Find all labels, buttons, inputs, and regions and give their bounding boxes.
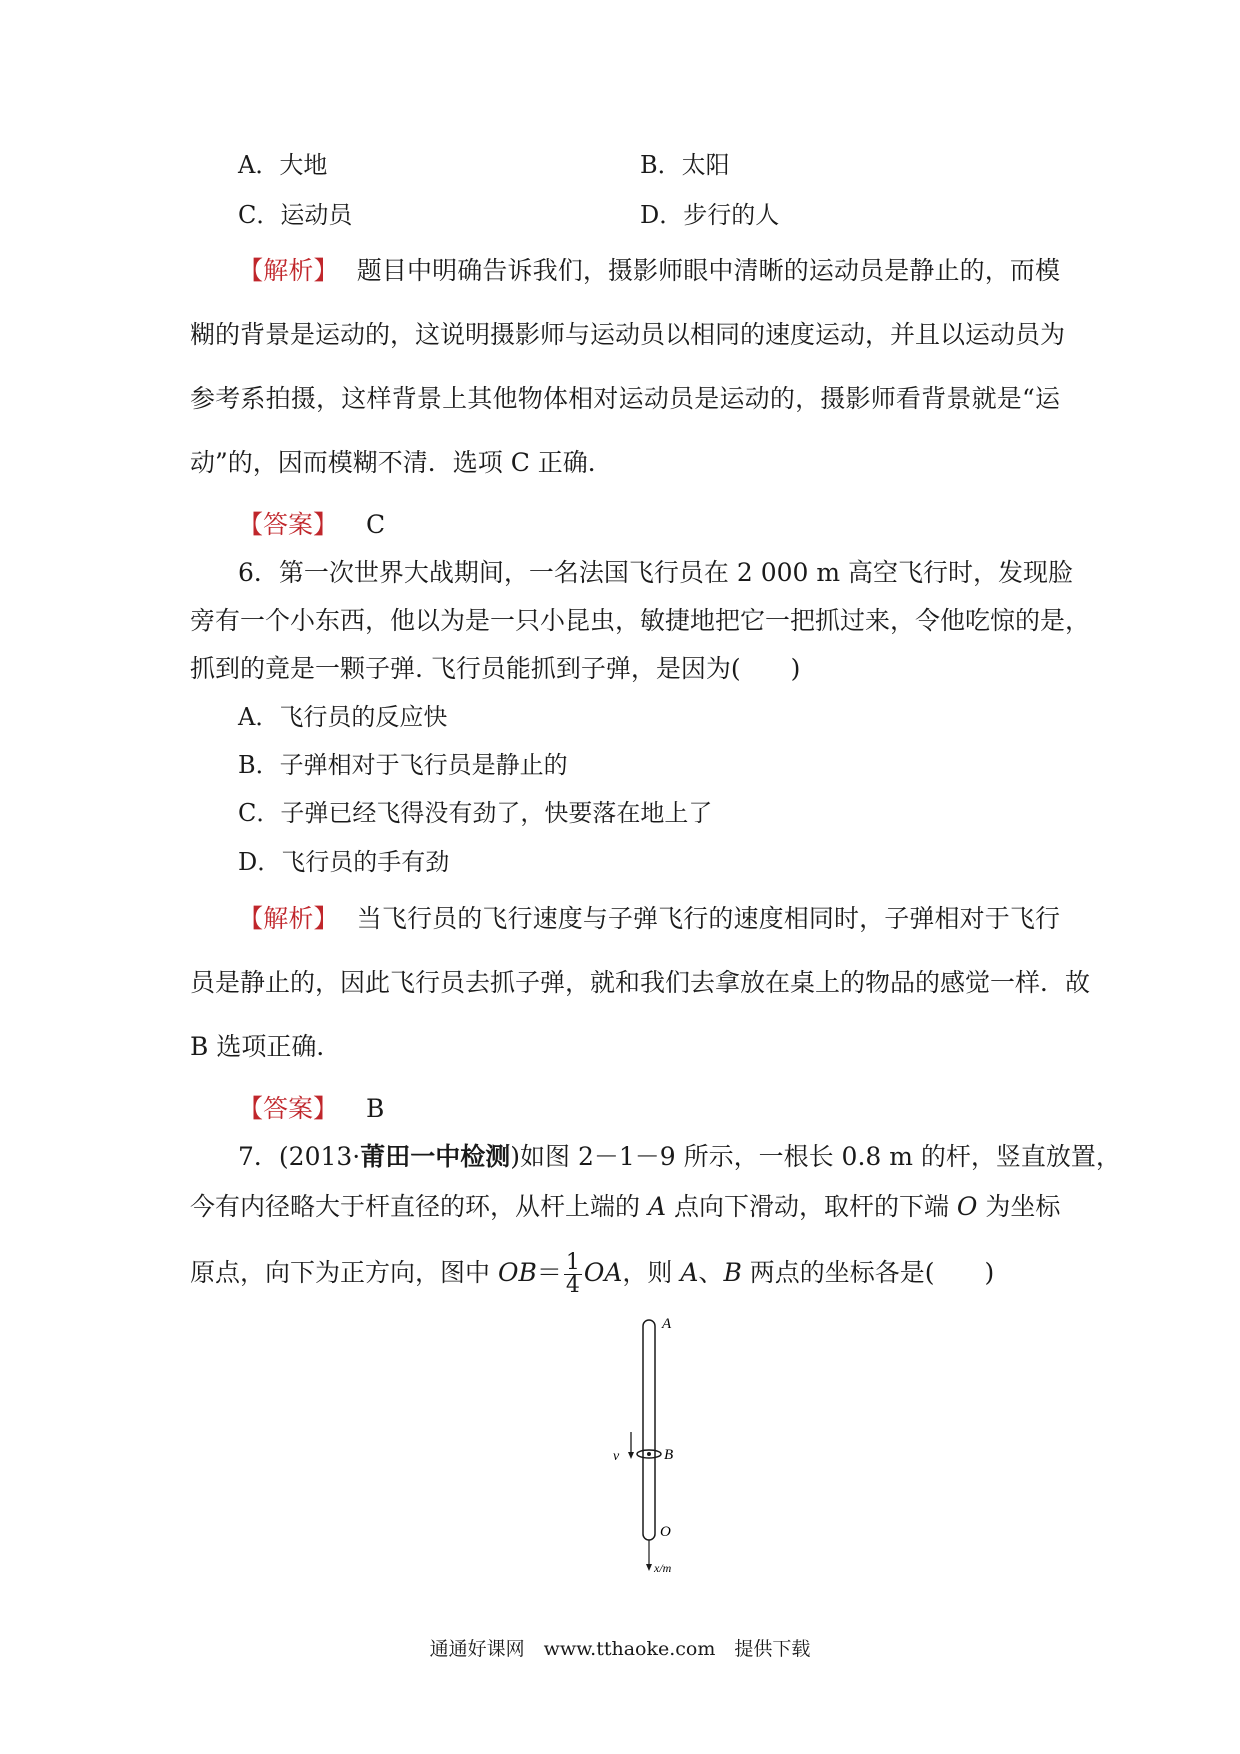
var-a: A: [680, 1258, 699, 1287]
label-v: v: [613, 1449, 620, 1464]
equals-sign: ＝: [536, 1258, 562, 1287]
answer-tag: 【答案】: [238, 1094, 339, 1123]
fraction-one-quarter: [564, 1252, 582, 1297]
page-footer: 通通好课网 www.tthaoke.com 提供下载: [429, 1638, 811, 1660]
var-ob: OB: [497, 1258, 537, 1287]
q5-option-c: C．运动员: [238, 201, 353, 229]
answer-value: C: [366, 510, 386, 539]
analysis-tag: 【解析】: [238, 256, 339, 285]
velocity-arrowhead: [628, 1452, 634, 1459]
q6-option-b: B．子弹相对于飞行员是静止的: [238, 751, 568, 779]
q7-text: 今有内径略大于杆直径的环，从杆上端的: [190, 1192, 648, 1221]
label-o: O: [660, 1524, 671, 1540]
x-axis-arrowhead: [646, 1564, 652, 1571]
q5-option-b: B．太阳: [640, 151, 730, 179]
analysis-text: 当飞行员的飞行速度与子弹飞行的速度相同时，子弹相对于飞行: [356, 904, 1060, 933]
point-b-dot: [647, 1452, 651, 1456]
q6-stem-line-2: 旁有一个小东西，他以为是一只小昆虫，敏捷地把它一把抓过来，令他吃惊的是，: [190, 606, 1091, 635]
numerator: 1: [565, 1250, 580, 1275]
var-oa: OA: [583, 1258, 623, 1287]
label-b: B: [664, 1447, 674, 1463]
q6-stem-line-3: 抓到的竟是一颗子弹. 飞行员能抓到子弹，是因为( ): [190, 654, 801, 683]
var-b: B: [723, 1258, 742, 1287]
q7-stem-line-3: [190, 1246, 1060, 1300]
separator: 、: [698, 1258, 724, 1287]
var-o: O: [956, 1192, 978, 1221]
analysis-text: 题目中明确告诉我们，摄影师眼中清晰的运动员是静止的，而模: [356, 256, 1060, 285]
q7-stem-line-1: [190, 1140, 1121, 1174]
answer-tag: 【答案】: [238, 510, 339, 539]
q6-stem-text: 6．第一次世界大战期间，一名法国飞行员在 2 000 m 高空飞行时，发现脸: [238, 558, 1074, 587]
q7-stem-line-2: [190, 1190, 1060, 1224]
rod: [643, 1320, 655, 1540]
q7-text: 原点，向下为正方向，图中: [190, 1258, 498, 1287]
q7-text: ，则: [622, 1258, 681, 1287]
q6-analysis-line-2: 员是静止的，因此飞行员去抓子弹，就和我们去拿放在桌上的物品的感觉一样．故: [190, 968, 1091, 997]
q7-stem-text: )如图 2－1－9 所示，一根长 0.8 m 的杆，竖直放置，: [510, 1142, 1121, 1171]
q6-option-d: D．飞行员的手有劲: [238, 848, 450, 876]
label-a: A: [662, 1316, 672, 1332]
q5-option-d: D．步行的人: [640, 201, 780, 229]
q5-analysis-line-1: [190, 254, 1060, 288]
q6-stem-line-1: [190, 556, 1074, 590]
answer-value: B: [366, 1094, 385, 1123]
analysis-tag: 【解析】: [238, 904, 339, 933]
q5-analysis-line-4: 动”的，因而模糊不清．选项 C 正确．: [190, 448, 613, 477]
q7-source: 莆田一中检测: [360, 1142, 511, 1171]
denominator: 4: [565, 1273, 580, 1298]
q7-text: 两点的坐标各是( ): [741, 1258, 995, 1287]
q6-option-c: C．子弹已经飞得没有劲了，快要落在地上了: [238, 799, 713, 827]
q6-analysis-line-3: B 选项正确．: [190, 1032, 342, 1061]
q5-analysis-line-2: 糊的背景是运动的，这说明摄影师与运动员以相同的速度运动，并且以运动员为: [190, 320, 1066, 349]
q5-option-a: A．大地: [238, 151, 328, 179]
label-axis: x/m: [654, 1561, 672, 1575]
var-a: A: [647, 1192, 667, 1221]
q6-option-a: A．飞行员的反应快: [238, 703, 448, 731]
q6-analysis-line-1: [190, 902, 1060, 936]
q7-text: 点向下滑动，取杆的下端: [666, 1192, 957, 1221]
q5-analysis-line-3: 参考系拍摄，这样背景上其他物体相对运动员是运动的，摄影师看背景就是“运: [190, 384, 1060, 413]
q5-answer: [190, 508, 1060, 542]
q7-number: 7．(2013·: [238, 1142, 361, 1171]
q7-text: 为坐标: [977, 1192, 1061, 1221]
rod-ring-figure: [600, 1310, 720, 1580]
q6-answer: [190, 1092, 1060, 1126]
